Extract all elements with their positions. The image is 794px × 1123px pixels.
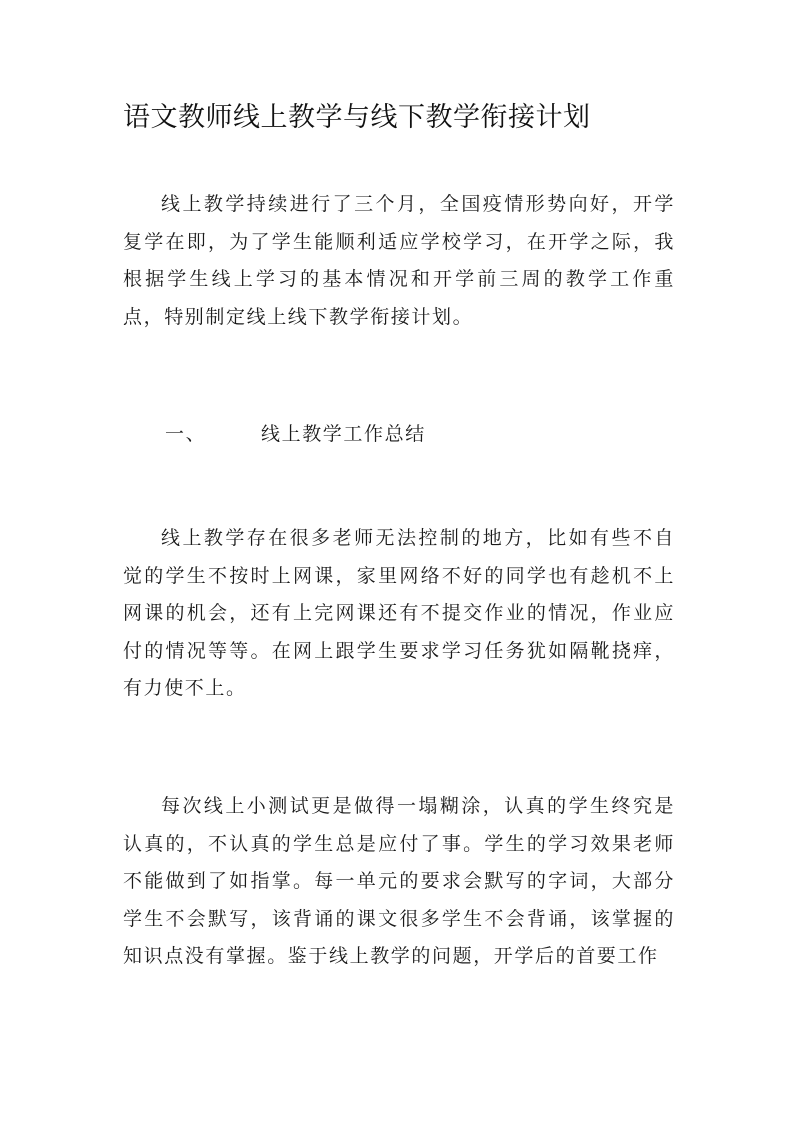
intro-paragraph: 线上教学持续进行了三个月，全国疫情形势向好，开学复学在即，为了学生能顺利适应学校学习，在开学之际，我根据学生线上学习的基本情况和开学前三周的教学工作重点，特别制定线上线下教学衔接计划。: [123, 193, 675, 328]
document-title: 语文教师线上教学与线下教学衔接计划: [123, 102, 591, 133]
section-number: 一、: [165, 423, 207, 445]
body-paragraph: 线上教学存在很多老师无法控制的地方，比如有些不自觉的学生不按时上网课，家里网络不好的同学也有趁机不上网课的机会，还有上完网课还有不提交作业的情况，作业应付的情况等等。在网上跟学生要求学习任务犹如隔靴挠痒，有力使不上。: [123, 527, 675, 699]
body-paragraph: 每次线上小测试更是做得一塌糊涂，认真的学生终究是认真的，不认真的学生总是应付了事。学生的学习效果老师不能做到了如指掌。每一单元的要求会默写的字词，大部分学生不会默写，该背诵的课文很多学生不会背诵，该掌握的知识点没有掌握。鉴于线上教学的问题，开学后的首要工作: [123, 795, 675, 967]
section-heading: [165, 415, 426, 453]
section-heading-text: 线上教学工作总结: [261, 423, 426, 445]
